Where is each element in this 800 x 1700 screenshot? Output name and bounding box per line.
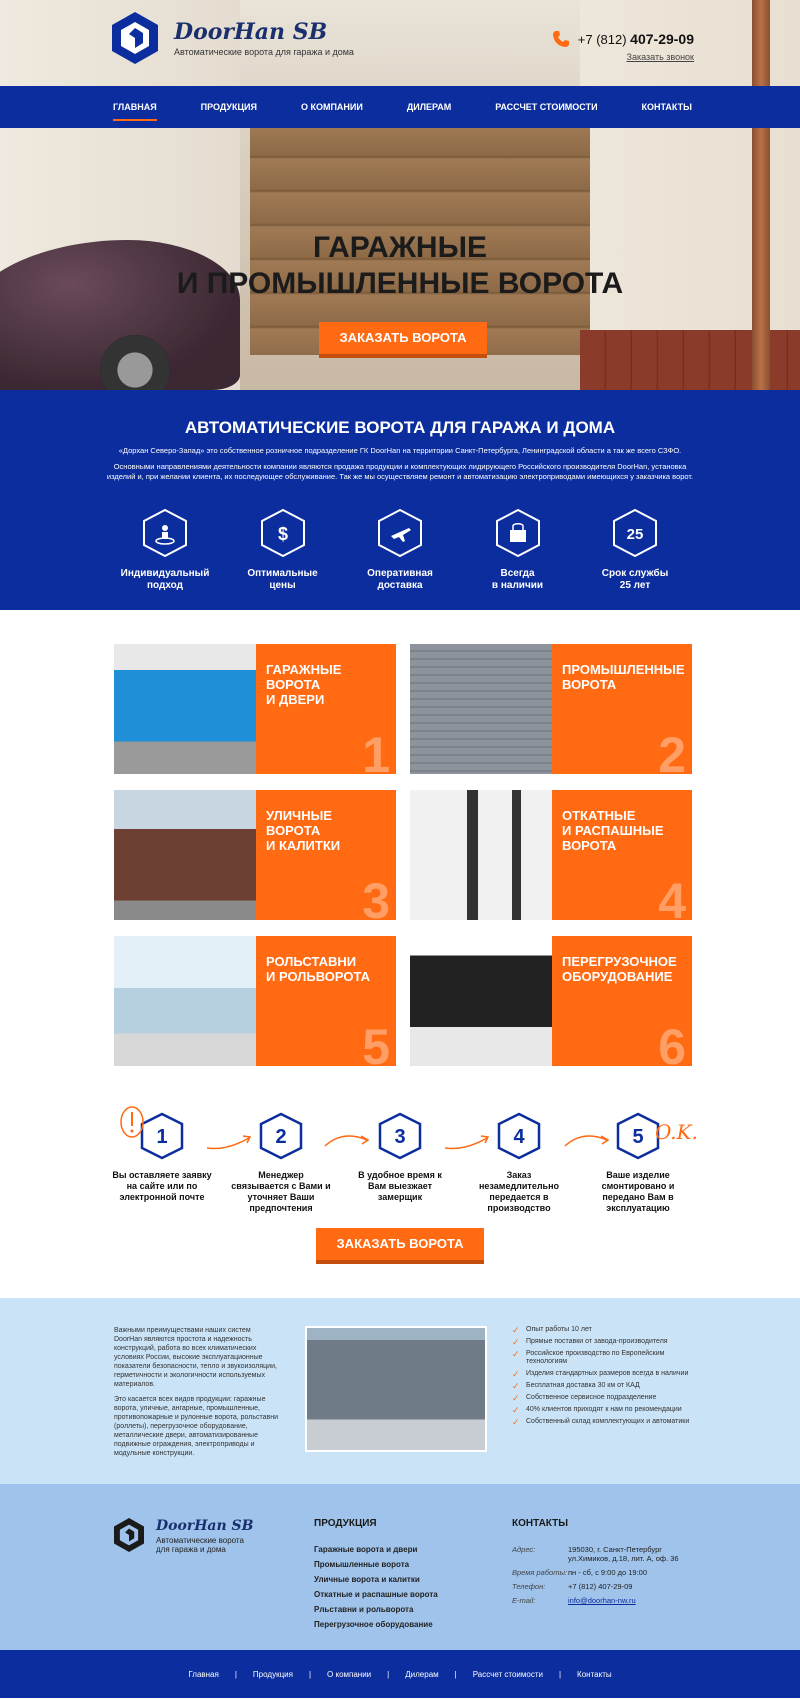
advantage-item: ✓ Собственное сервисное подразделение [512, 1394, 692, 1402]
hero-order-button[interactable]: ЗАКАЗАТЬ ВОРОТА [319, 322, 487, 354]
brand-tagline: Автоматические ворота для гаража и дома [174, 47, 354, 57]
category-card-sliding[interactable] [410, 790, 692, 920]
category-number: 6 [658, 1019, 686, 1066]
contact-label: Телефон: [512, 1582, 546, 1591]
nav-separator: | [558, 1669, 562, 1679]
category-card-street[interactable] [114, 790, 396, 920]
nav-separator: | [234, 1669, 237, 1679]
bottom-nav-contacts[interactable]: Контакты [577, 1669, 612, 1679]
contact-value[interactable]: +7 (812) 407-29-09 [568, 1582, 633, 1591]
advantage-item: ✓ Собственный склад комплектующих и автоматики [512, 1418, 692, 1426]
hexagon-2-icon [259, 1112, 303, 1160]
feature-label-line1: Индивидуальный [120, 568, 210, 579]
category-number: 3 [362, 873, 390, 920]
advantage-item: ✓ Опыт работы 10 лет [512, 1326, 692, 1334]
step-3 [348, 1112, 452, 1222]
feature-label-line2: доставка [377, 580, 423, 591]
header-phone[interactable] [578, 31, 694, 47]
nav-separator: | [454, 1669, 457, 1679]
feature-label-line2: 25 лет [619, 580, 651, 591]
category-image [114, 936, 256, 1066]
step-number: 5 [632, 1126, 644, 1148]
nav-item-about[interactable]: О КОМПАНИИ [300, 102, 363, 112]
main-nav [0, 86, 800, 128]
footer-link-street[interactable]: Уличные ворота и калитки [314, 1575, 420, 1584]
footer-tagline-line2: для гаража и дома [156, 1545, 226, 1554]
arrow-doodle-icon [563, 1130, 613, 1152]
about-section [0, 390, 800, 610]
plane-icon [377, 508, 423, 558]
step-number: 3 [394, 1126, 406, 1148]
phone-main: 407-29-09 [630, 31, 694, 47]
dollar-icon [260, 508, 306, 558]
footer [0, 1484, 800, 1650]
contact-label: E-mail: [512, 1596, 536, 1605]
step-number: 4 [513, 1126, 525, 1148]
header-contacts [552, 30, 694, 62]
nav-item-products[interactable]: ПРОДУКЦИЯ [200, 102, 257, 112]
contact-value: 195030, г. Санкт-Петербург ул.Химиков, д.18, лит. А, оф. 36 [568, 1545, 679, 1563]
step-text: В удобное время к Вам выезжает замерщик [358, 1170, 442, 1202]
category-image [410, 936, 552, 1066]
email-link[interactable]: info@doorhan-nw.ru [568, 1596, 636, 1605]
step-text: Заказ незамедлительно передается в производство [478, 1170, 560, 1213]
advantage-item: ✓ Российское производство по Европейским технологиям [512, 1350, 692, 1366]
footer-link-garage[interactable]: Гаражные ворота и двери [314, 1545, 418, 1554]
nav-separator: | [308, 1669, 312, 1679]
footer-products [314, 1518, 512, 1650]
info-paragraph-1: Важными преимуществами наших систем DoorHan являются простота и надежность конструкций, работа во всех климатических условиях России, высокие эксплуатационные показатели безопасности, тепло и звукоизоляции, герметичности и экологичности используемых материалов. [114, 1327, 277, 1388]
feature-prices [233, 508, 333, 592]
contact-phone [512, 1582, 692, 1591]
footer-contacts-title: КОНТАКТЫ [512, 1518, 569, 1529]
footer-brand-name: DoorHan SB [156, 1518, 254, 1534]
nav-item-home[interactable]: ГЛАВНАЯ [113, 98, 157, 116]
footer-link-loading[interactable]: Перегрузочное оборудование [314, 1620, 433, 1629]
step-number: 2 [275, 1126, 287, 1148]
badge-25-text: 25 [626, 526, 644, 543]
feature-individual [115, 508, 215, 592]
info-paragraph-2: Это касается всех видов продукции: гаражные ворота, уличные, ангарные, промышленные, противопожарные и рулонные ворота, рольставни (роллеты), перегрузочное оборудование, металлические двери, автоматизированные подвижные ограждения, электроприводы и модульные конструкции. [114, 1396, 279, 1457]
advantages-list [512, 1326, 692, 1484]
hexagon-4-icon [497, 1112, 541, 1160]
arrow-doodle-icon [205, 1130, 255, 1152]
nav-item-pricing[interactable]: РАССЧЕТ СТОИМОСТИ [495, 102, 598, 112]
info-section [0, 1298, 800, 1484]
feature-label-line2: цены [269, 580, 296, 591]
person-pin-icon [142, 508, 188, 558]
about-paragraph-1: «Дорхан Северо-Запад» это собственное розничное подразделение ГК DoorHan на территории Санкт-Петербурга, Ленинградской области а так же всего СЗФО. [118, 446, 682, 455]
category-image [114, 644, 256, 774]
bag-icon [495, 508, 541, 558]
advantage-item: ✓ Прямые поставки от завода-производителя [512, 1338, 692, 1346]
info-image-glass-door [305, 1326, 487, 1452]
hero-title-line1: ГАРАЖНЫЕ [313, 231, 487, 264]
contact-value: пн - сб, с 9:00 до 19:00 [568, 1568, 647, 1577]
feature-label-line2: подход [146, 580, 183, 591]
category-number: 2 [658, 727, 686, 774]
step-4 [467, 1112, 571, 1222]
exclamation-doodle-icon [118, 1104, 150, 1140]
category-card-garage[interactable] [114, 644, 396, 774]
logo[interactable] [112, 12, 354, 64]
category-image [410, 644, 552, 774]
contact-label: Адрес: [512, 1545, 536, 1554]
category-card-loading[interactable] [410, 936, 692, 1066]
feature-label-line1: Всегда [500, 568, 535, 579]
step-2 [229, 1112, 333, 1222]
footer-brand-tagline [156, 1536, 254, 1554]
contact-address [512, 1545, 692, 1563]
arrow-doodle-icon [323, 1130, 373, 1152]
header [0, 0, 800, 86]
features-row [0, 508, 800, 592]
bottom-nav-pricing[interactable]: Рассчет стоимости [472, 1669, 543, 1679]
category-title: ПРОМЫШЛЕННЫЕ ВОРОТА [562, 662, 685, 692]
step-text: Вы оставляете заявку на сайте или по электронной почте [112, 1170, 212, 1202]
feature-label-line2: в наличии [491, 580, 544, 591]
brand-name: DoorHan SB [174, 19, 328, 45]
contact-email [512, 1596, 692, 1605]
category-card-industrial[interactable] [410, 644, 692, 774]
category-title: ГАРАЖНЫЕ ВОРОТА И ДВЕРИ [266, 662, 342, 707]
bottom-nav [0, 1650, 800, 1698]
contact-label: Время работы: [512, 1568, 568, 1577]
category-number: 1 [362, 727, 390, 774]
feature-in-stock [468, 508, 568, 592]
about-title: АВТОМАТИЧЕСКИЕ ВОРОТА ДЛЯ ГАРАЖА И ДОМА [184, 418, 616, 437]
step-text: Менеджер связывается с Вами и уточняет Ваши предпочтения [231, 1170, 331, 1213]
bottom-nav-dealers[interactable]: Дилерам [405, 1669, 439, 1679]
feature-label-line1: Срок службы [601, 568, 669, 579]
category-title: ПЕРЕГРУЗОЧНОЕ ОБОРУДОВАНИЕ [562, 954, 677, 984]
hero-section [0, 0, 800, 390]
bottom-nav-about[interactable]: О компании [327, 1669, 372, 1679]
advantage-item: ✓ Изделия стандартных размеров всегда в наличии [512, 1370, 692, 1378]
category-image [114, 790, 256, 920]
feature-lifetime [585, 508, 685, 592]
nav-separator: | [387, 1669, 390, 1679]
steps-section [0, 1112, 800, 1260]
arrow-doodle-icon [443, 1130, 493, 1152]
footer-contacts [512, 1518, 692, 1650]
steps-order-button[interactable]: ЗАКАЗАТЬ ВОРОТА [316, 1228, 484, 1260]
footer-link-industrial[interactable]: Промышленные ворота [314, 1560, 410, 1569]
ok-doodle: O.K. [655, 1120, 698, 1144]
25-badge-icon [612, 508, 658, 558]
bottom-nav-products[interactable]: Продукция [252, 1669, 293, 1679]
category-title: ОТКАТНЫЕ И РАСПАШНЫЕ ВОРОТА [562, 808, 664, 853]
advantage-item: ✓ 40% клиентов приходят к нам по рекомендации [512, 1406, 692, 1414]
category-card-rolling[interactable] [114, 936, 396, 1066]
info-text [114, 1326, 279, 1484]
categories-grid [0, 610, 800, 1066]
about-paragraph-2: Основными направлениями деятельности компании являются продажа продукции и комплектующих лидирующего Российского производителя DoorHan, установка изделий и, при желании клиента, их последующее обслуживание. Так же мы осуществляем ремонт и автоматизацию электроприводами имеющихся у заказчика ворот. [106, 462, 694, 481]
phone-prefix: +7 (812) [577, 32, 631, 47]
footer-products-title: ПРОДУКЦИЯ [314, 1518, 377, 1529]
category-title: РОЛЬСТАВНИ И РОЛЬВОРОТА [266, 954, 371, 984]
footer-link-rolling[interactable]: Рльставни и рольворота [314, 1605, 414, 1614]
step-text: Ваше изделие смонтировано и передано Вам в эксплуатацию [601, 1170, 675, 1213]
feature-label-line1: Оптимальные [247, 568, 318, 579]
footer-tagline-line1: Автоматические ворота [156, 1536, 244, 1545]
contact-hours [512, 1568, 692, 1577]
category-title: УЛИЧНЫЕ ВОРОТА И КАЛИТКИ [266, 808, 341, 853]
footer-logo[interactable] [114, 1518, 314, 1650]
category-image [410, 790, 552, 920]
callback-link[interactable]: Заказать звонок [626, 52, 694, 62]
hexagon-3-icon [378, 1112, 422, 1160]
nav-item-contacts[interactable]: КОНТАКТЫ [641, 102, 692, 112]
category-number: 5 [362, 1019, 390, 1066]
category-number: 4 [658, 873, 686, 920]
footer-link-sliding[interactable]: Откатные и распашные ворота [314, 1590, 438, 1599]
hexagon-5-icon [616, 1112, 660, 1160]
step-number: 1 [156, 1126, 168, 1148]
phone-icon [552, 30, 570, 48]
advantage-item: ✓ Бесплатная доставка 30 км от КАД [512, 1382, 692, 1390]
feature-label-line1: Оперативная [367, 568, 433, 579]
nav-item-dealers[interactable]: ДИЛЕРАМ [406, 102, 452, 112]
doorhan-logo-icon [114, 1518, 144, 1552]
steps-row [0, 1112, 800, 1222]
bottom-nav-home[interactable]: Главная [188, 1669, 219, 1679]
doorhan-logo-icon [112, 12, 158, 64]
hero-title [0, 230, 800, 302]
hero-title-line2: И ПРОМЫШЛЕННЫЕ ВОРОТА [176, 267, 624, 300]
feature-delivery [350, 508, 450, 592]
svg-text:$: $ [277, 524, 288, 544]
